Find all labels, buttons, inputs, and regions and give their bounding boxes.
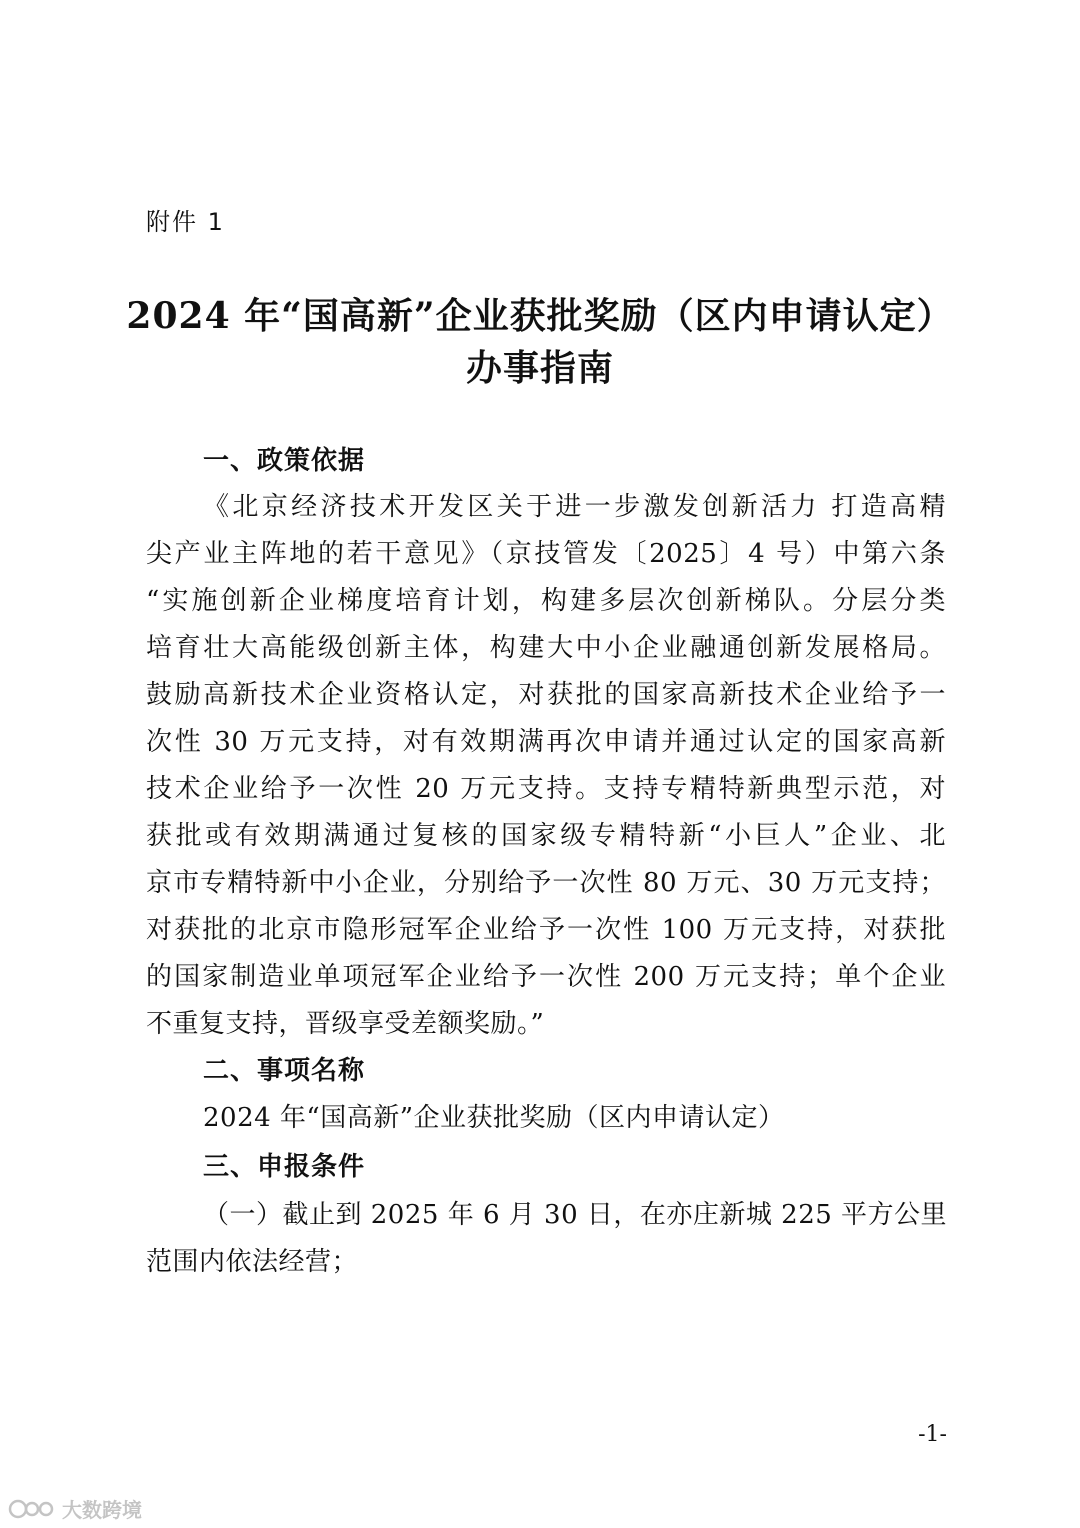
paragraph-line: “实施创新企业梯度培育计划，构建多层次创新梯队。分层分类 [146, 586, 946, 616]
paragraph-line: 鼓励高新技术企业资格认定，对获批的国家高新技术企业给予一 [146, 680, 946, 710]
watermark-text: 大数跨境 [62, 1498, 142, 1522]
paragraph-line: 对获批的北京市隐形冠军企业给予一次性 100 万元支持，对获批 [146, 915, 946, 945]
paragraph-line: 范围内依法经营； [146, 1247, 359, 1277]
page-number: -1- [918, 1422, 947, 1447]
paragraph-line: 《北京经济技术开发区关于进一步激发创新活力 打造高精 [203, 492, 946, 522]
paragraph-line: （一）截止到 2025 年 6 月 30 日，在亦庄新城 225 平方公里 [203, 1200, 948, 1230]
item-name-text: 2024 年“国高新”企业获批奖励（区内申请认定） [203, 1103, 785, 1133]
paragraph-line: 次性 30 万元支持，对有效期满再次申请并通过认定的国家高新 [146, 727, 946, 757]
paragraph-line: 培育壮大高能级创新主体，构建大中小企业融通创新发展格局。 [146, 633, 946, 663]
title-line-2: 办事指南 [465, 347, 614, 389]
paragraph-line: 的国家制造业单项冠军企业给予一次性 200 万元支持；单个企业 [146, 962, 946, 992]
paragraph-line: 不重复支持，晋级享受差额奖励。” [146, 1009, 545, 1039]
attachment-label: 附件 1 [146, 208, 225, 236]
section-heading-policy: 一、政策依据 [203, 446, 366, 476]
brand-logo-icon [8, 1497, 56, 1521]
paragraph-line: 尖产业主阵地的若干意见》（京技管发〔2025〕4 号）中第六条 [146, 539, 946, 569]
paragraph-line: 技术企业给予一次性 20 万元支持。支持专精特新典型示范，对 [146, 774, 946, 804]
watermark [8, 1494, 142, 1523]
section-heading-item-name: 二、事项名称 [203, 1056, 366, 1086]
paragraph-line: 京市专精特新中小企业，分别给予一次性 80 万元、30 万元支持； [146, 868, 946, 898]
paragraph-line: 获批或有效期满通过复核的国家级专精特新“小巨人”企业、北 [146, 821, 946, 851]
section-heading-conditions: 三、申报条件 [203, 1152, 366, 1182]
title-line-1: 2024 年“国高新”企业获批奖励（区内申请认定） [126, 295, 954, 337]
